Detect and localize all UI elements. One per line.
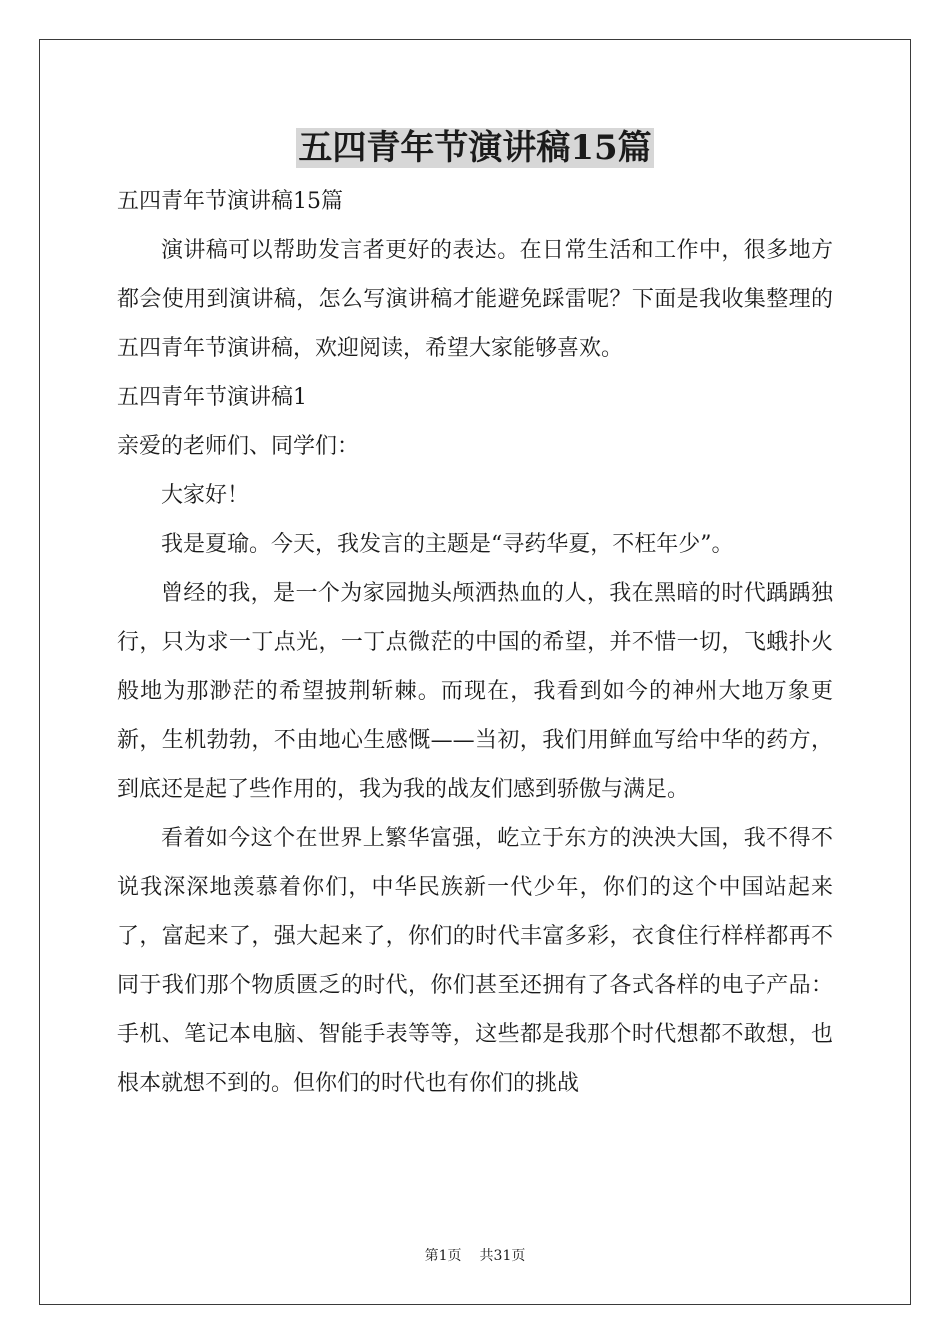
paragraph-salutation: 亲爱的老师们、同学们： [117, 434, 360, 459]
paragraph-body-1: 曾经的我，是一个为家园抛头颅洒热血的人，我在黑暗的时代踽踽独行，只为求一丁点光，一丁点微茫的中国的希望，并不惜一切，飞蛾扑火般地为那渺茫的希望披荆斩棘。而现在，我看到如今的神州大地万象更新，生机勃勃，不由地心生感慨——当初，我们用鲜血写给中华的药方，到底还是起了些作用的，我为我的战友们感到骄傲与满足。 [117, 581, 833, 802]
document-title-text: 五四青年节演讲稿15篇 [298, 128, 652, 168]
paragraph-intro: 演讲稿可以帮助发言者更好的表达。在日常生活和工作中，很多地方都会使用到演讲稿，怎么写演讲稿才能避免踩雷呢？下面是我收集整理的五四青年节演讲稿，欢迎阅读，希望大家能够喜欢。 [117, 238, 833, 361]
paragraph-body-2: 看着如今这个在世界上繁华富强，屹立于东方的泱泱大国，我不得不说我深深地羡慕着你们，中华民族新一代少年，你们的这个中国站起来了，富起来了，强大起来了，你们的时代丰富多彩，衣食住行样样都再不同于我们那个物质匮乏的时代，你们甚至还拥有了各式各样的电子产品：手机、笔记本电脑、智能手表等等，这些都是我那个时代想都不敢想，也根本就想不到的。但你们的时代也有你们的挑战 [117, 826, 833, 1096]
document-title [0, 124, 950, 172]
paragraph-section-heading: 五四青年节演讲稿1 [117, 385, 307, 410]
paragraph-subtitle: 五四青年节演讲稿15篇 [117, 189, 343, 214]
page-footer [0, 1246, 950, 1266]
page-number: 第1页 [424, 1248, 462, 1264]
paragraph-topic: 我是夏瑜。今天，我发言的主题是“寻药华夏，不枉年少”。 [161, 532, 734, 557]
paragraph-greeting: 大家好！ [161, 483, 250, 508]
document-body [117, 177, 833, 1108]
page-total: 共31页 [479, 1248, 526, 1264]
